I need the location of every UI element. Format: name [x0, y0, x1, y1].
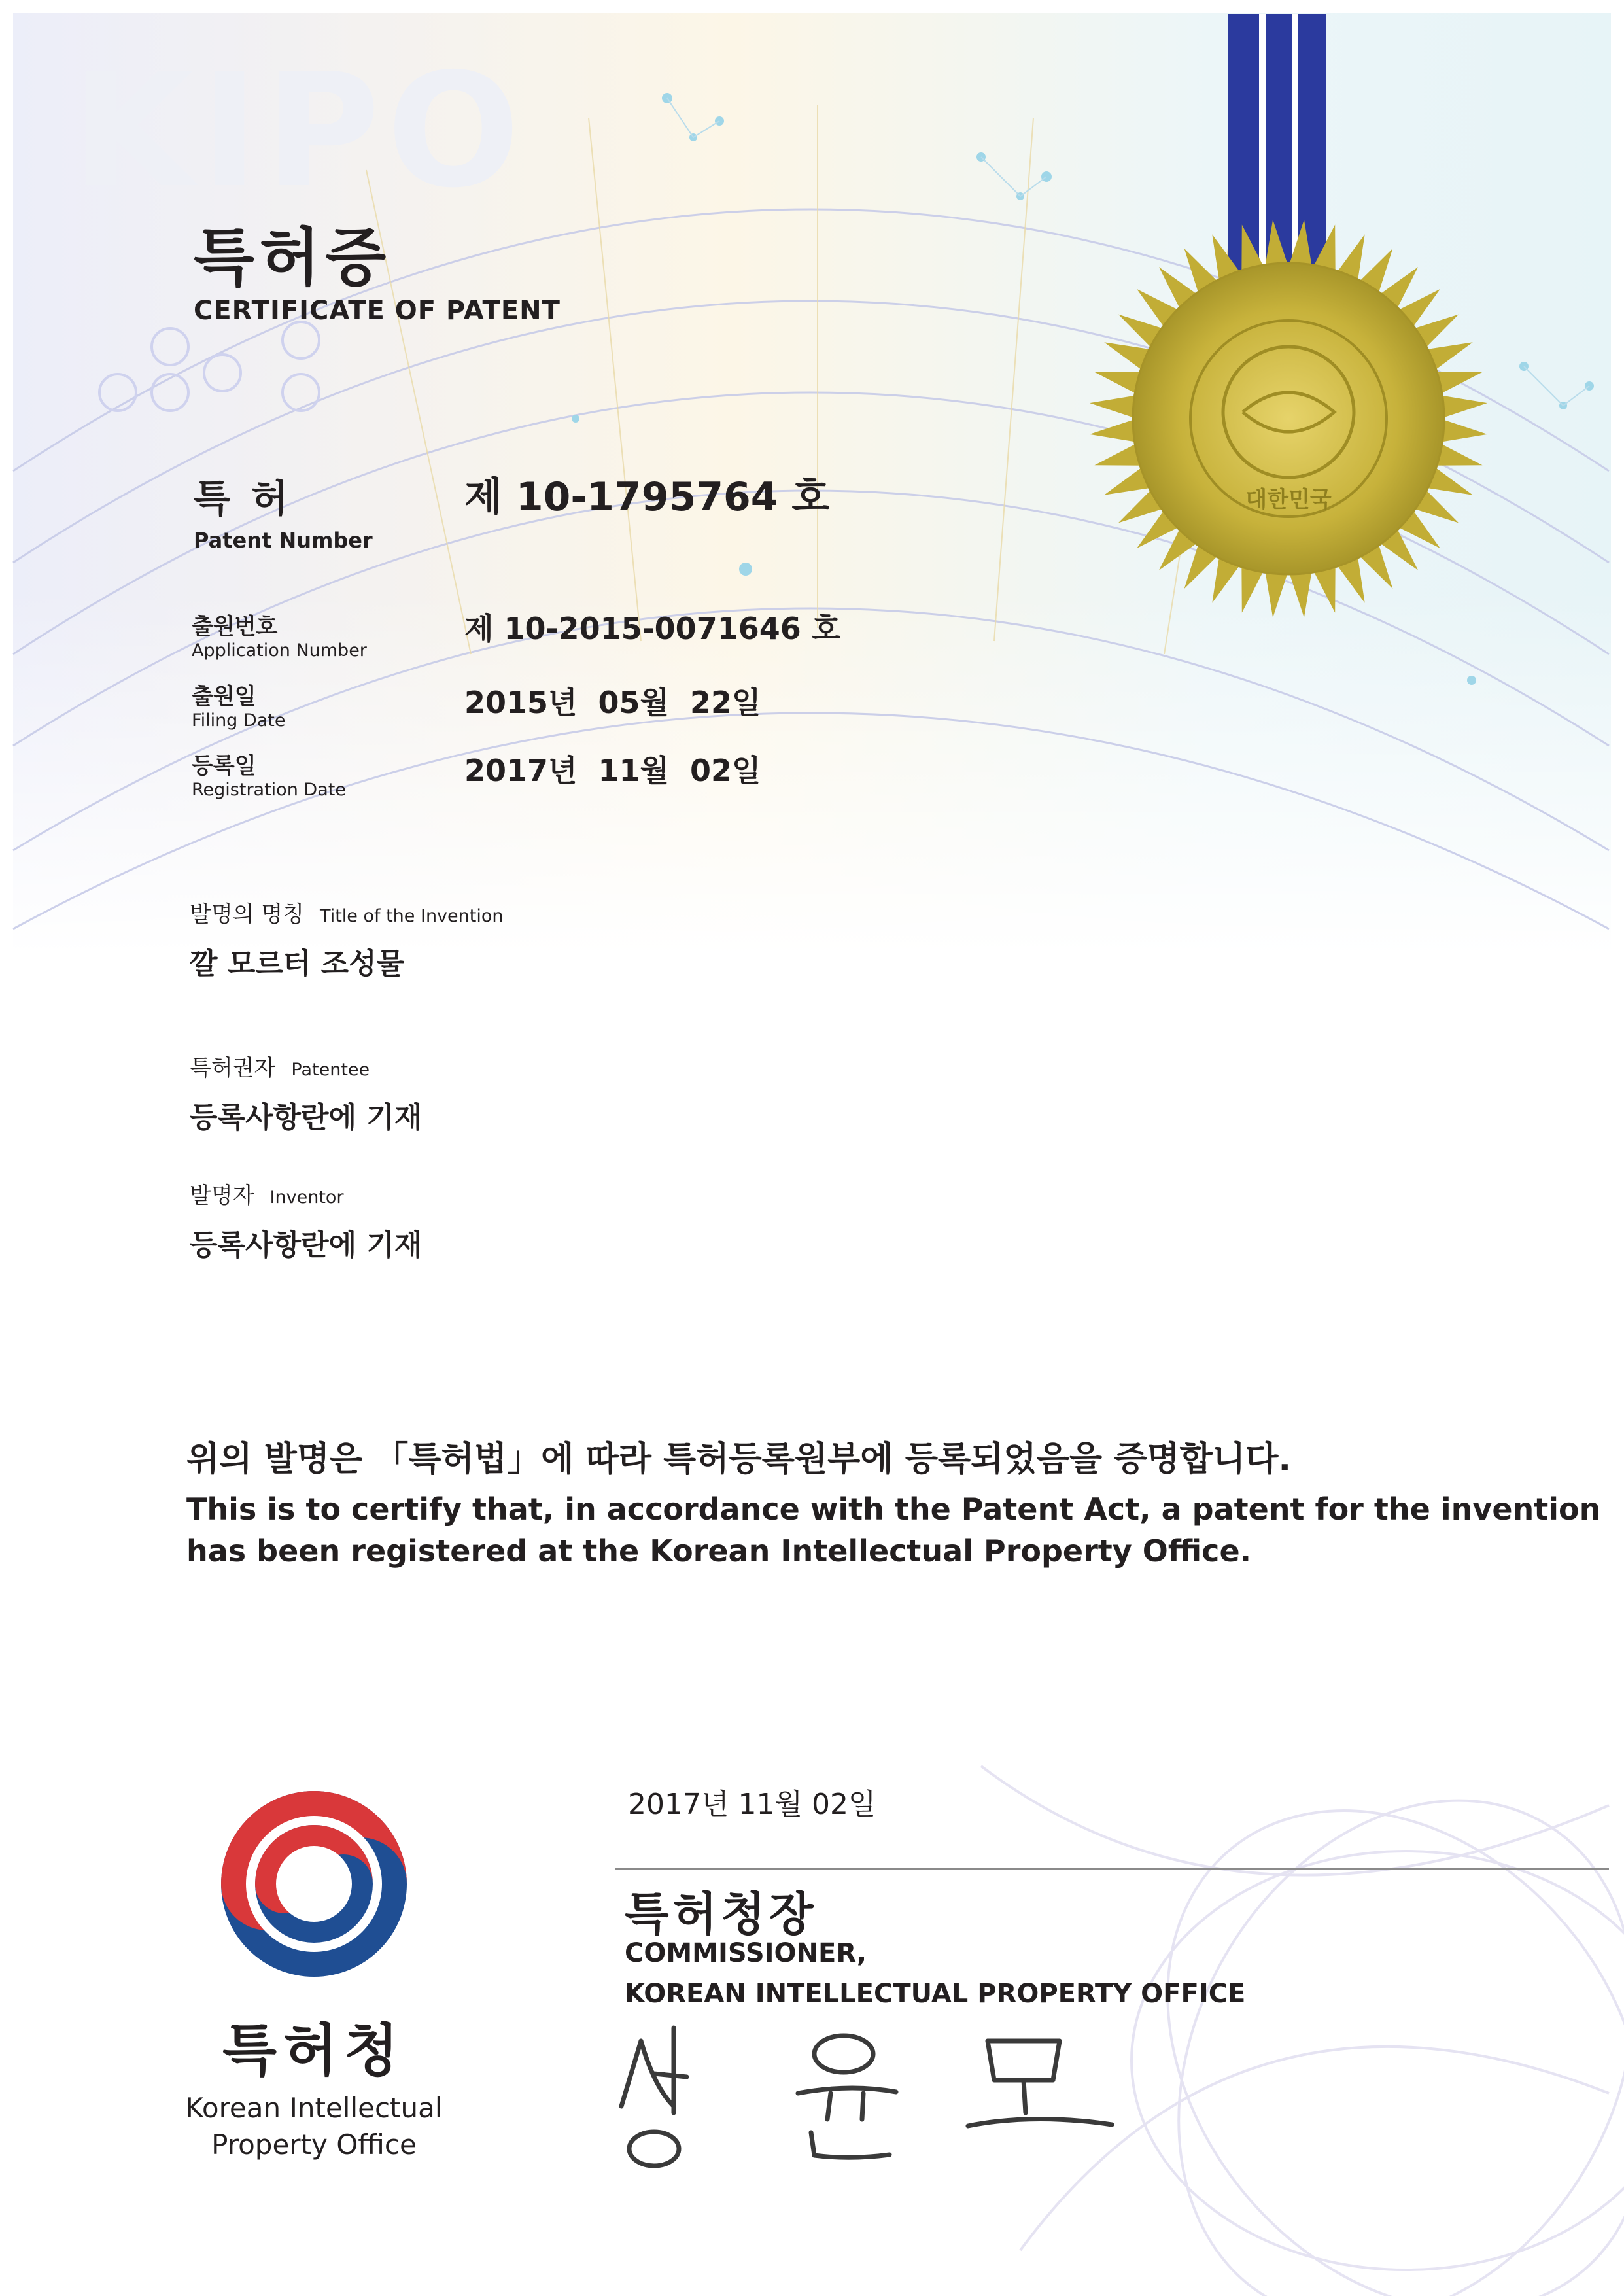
- inventor-label-ko: 발명자: [190, 1183, 254, 1209]
- kipo-watermark: KIPO: [72, 39, 527, 222]
- seal-text: 대한민국: [1245, 487, 1332, 513]
- patentee-label-ko: 특허권자: [190, 1055, 276, 1081]
- registration-date-value: 2017년 11월 02일: [464, 753, 761, 788]
- office-name-en: Korean Intellectual Property Office: [185, 2092, 443, 2161]
- application-number-label: 출원번호 Application Number: [192, 614, 367, 661]
- registration-date-label: 등록일 Registration Date: [192, 753, 346, 800]
- invention-title-label-ko: 발명의 명칭: [190, 901, 305, 928]
- commissioner-title-ko: 특허청장: [625, 1887, 818, 1941]
- taeguk-logo-icon: [216, 1786, 412, 1982]
- issue-date: 2017년 11월 02일: [628, 1788, 876, 1821]
- patentee-label-en: Patentee: [291, 1060, 370, 1080]
- filing-date-label: 출원일 Filing Date: [192, 684, 286, 731]
- commissioner-title-en: COMMISSIONER, KOREAN INTELLECTUAL PROPERTY OFFICE: [625, 1938, 1246, 2009]
- certification-statement-en: This is to certify that, in accordance with the Patent Act, a patent for the invention has been registered at the Korean Intellectual Property Office.: [186, 1491, 1601, 1569]
- gold-seal: [1086, 216, 1491, 621]
- patentee-section: [190, 1050, 422, 1136]
- certification-statement-ko: 위의 발명은 「특허법」에 따라 특허등록원부에 등록되었음을 증명합니다.: [186, 1440, 1292, 1479]
- inventor-section: [190, 1177, 422, 1263]
- certificate-title-ko: 특허증: [194, 221, 392, 294]
- inventor-value: 등록사항란에 기재: [190, 1228, 423, 1262]
- application-number-value: 제 10-2015-0071646 호: [464, 611, 841, 646]
- commissioner-signature: [602, 2015, 1138, 2172]
- inventor-label-en: Inventor: [269, 1187, 344, 1208]
- patentee-value: 등록사항란에 기재: [190, 1101, 423, 1134]
- patent-number-value: 제 10-1795764 호: [464, 474, 830, 520]
- patent-number-label: 특 허 Patent Number: [194, 476, 373, 553]
- certificate-title-en: CERTIFICATE OF PATENT: [194, 296, 561, 326]
- office-name-ko: 특허청: [222, 2018, 406, 2083]
- invention-title-section: [190, 896, 503, 982]
- invention-title-label-en: Title of the Invention: [320, 906, 504, 926]
- invention-title-value: 깔 모르터 조성물: [190, 947, 405, 981]
- filing-date-value: 2015년 05월 22일: [464, 685, 761, 720]
- signature-divider: [615, 1868, 1609, 1870]
